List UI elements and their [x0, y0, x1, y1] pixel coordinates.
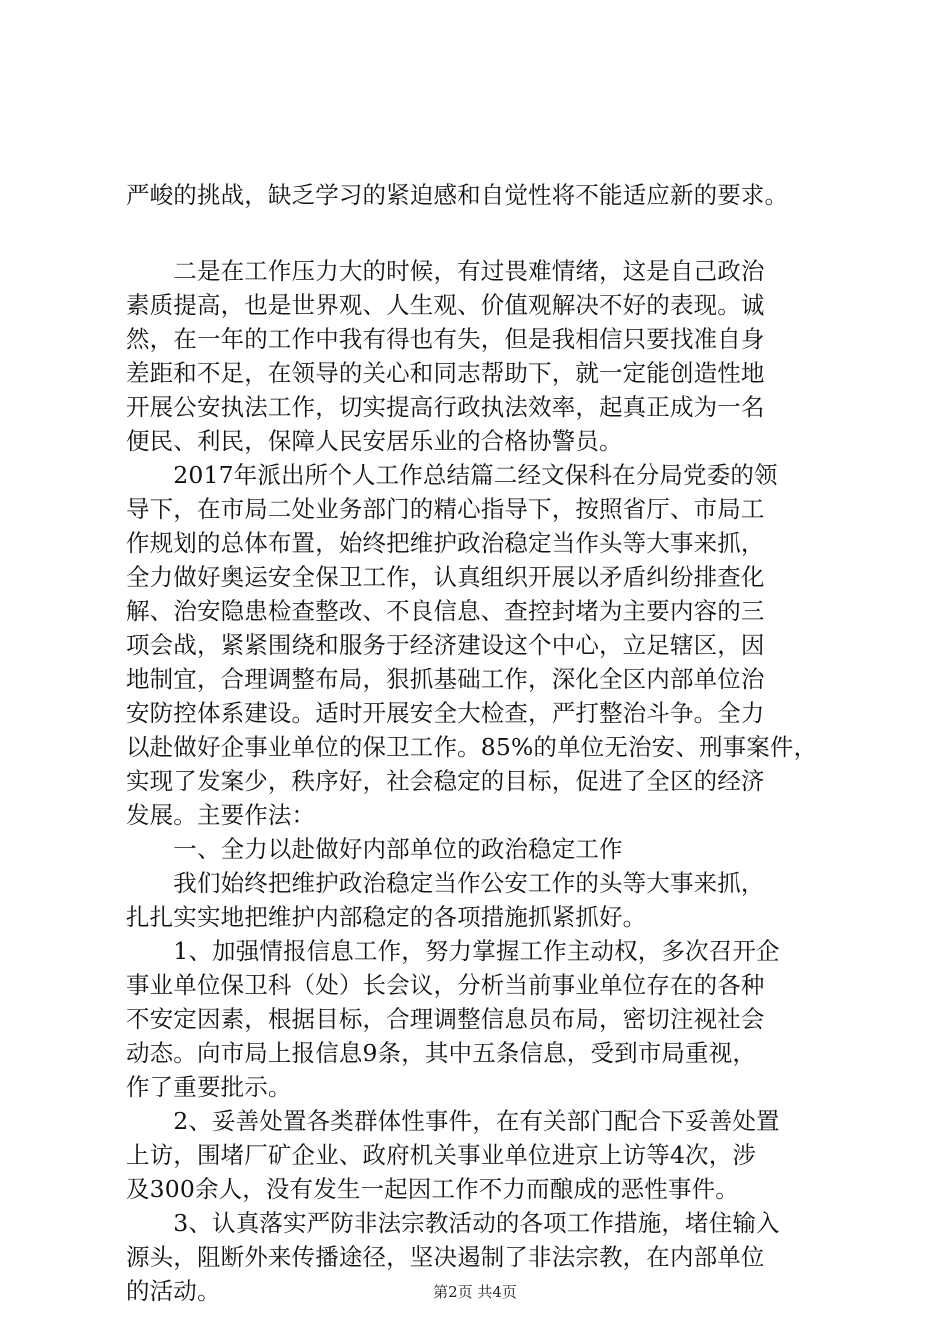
- text-line: 不安定因素，根据目标，合理调整信息员布局，密切注视社会: [126, 1005, 765, 1033]
- text-line: 事业单位保卫科（处）长会议，分析当前事业单位存在的各种: [126, 971, 765, 999]
- text-line: 便民、利民，保障人民安居乐业的合格协警员。: [126, 427, 623, 455]
- text-line: 1、加强情报信息工作，努力掌握工作主动权，多次召开企: [126, 937, 780, 965]
- paragraph-gap: [126, 212, 834, 254]
- text-line: 发展。主要作法：: [126, 801, 316, 829]
- text-line: 实现了发案少，秩序好，社会稳定的目标，促进了全区的经济: [126, 767, 765, 795]
- text-line: 二是在工作压力大的时候，有过畏难情绪，这是自己政治: [126, 257, 765, 285]
- text-line: 以赴做好企事业单位的保卫工作。85%的单位无治安、刑事案件，: [126, 733, 818, 761]
- text-line: 动态。向市局上报信息9条，其中五条信息，受到市局重视，: [126, 1039, 757, 1067]
- text-line: 素质提高，也是世界观、人生观、价值观解决不好的表现。诚: [126, 291, 765, 319]
- text-line: 解、治安隐患检查整改、不良信息、查控封堵为主要内容的三: [126, 597, 765, 625]
- text-line: 导下，在市局二处业务部门的精心指导下，按照省厅、市局工: [126, 495, 765, 523]
- text-line: 作规划的总体布置，始终把维护政治稳定当作头等大事来抓，: [126, 529, 765, 557]
- text-line: 严峻的挑战，缺乏学习的紧迫感和自觉性将不能适应新的要求。: [126, 181, 789, 209]
- text-line: 安防控体系建设。适时开展安全大检查，严打整治斗争。全力: [126, 699, 765, 727]
- page-number-footer: 第2页 共4页: [433, 1283, 517, 1301]
- text-line: 2017年派出所个人工作总结篇二经文保科在分局党委的领: [126, 461, 778, 489]
- text-line: 作了重要批示。: [126, 1073, 292, 1101]
- text-line: 上访，围堵厂矿企业、政府机关事业单位进京上访等4次，涉: [126, 1141, 757, 1169]
- text-line: 开展公安执法工作，切实提高行政执法效率，起真正成为一名: [126, 393, 765, 421]
- text-line: 一、全力以赴做好内部单位的政治稳定工作: [126, 835, 623, 863]
- text-line: 地制宜，合理调整布局，狠抓基础工作，深化全区内部单位治: [126, 665, 765, 693]
- text-line: 3、认真落实严防非法宗教活动的各项工作措施，堵住输入: [126, 1209, 780, 1237]
- text-line: 源头，阻断外来传播途径，坚决遏制了非法宗教，在内部单位: [126, 1243, 765, 1271]
- text-line: 然，在一年的工作中我有得也有失，但是我相信只要找准自身: [126, 325, 765, 353]
- text-line: 我们始终把维护政治稳定当作公安工作的头等大事来抓，: [126, 869, 765, 897]
- text-line: 扎扎实实地把维护内部稳定的各项措施抓紧抓好。: [126, 903, 647, 931]
- text-line: 的活动。: [126, 1277, 221, 1305]
- text-line: 2、妥善处置各类群体性事件，在有关部门配合下妥善处置: [126, 1107, 780, 1135]
- document-body: [126, 178, 834, 1308]
- text-line: 及300余人，没有发生一起因工作不力而酿成的恶性事件。: [126, 1175, 739, 1203]
- text-line: 项会战，紧紧围绕和服务于经济建设这个中心，立足辖区，因: [126, 631, 765, 659]
- text-line: 差距和不足，在领导的关心和同志帮助下，就一定能创造性地: [126, 359, 765, 387]
- text-line: 全力做好奥运安全保卫工作，认真组织开展以矛盾纠纷排查化: [126, 563, 765, 591]
